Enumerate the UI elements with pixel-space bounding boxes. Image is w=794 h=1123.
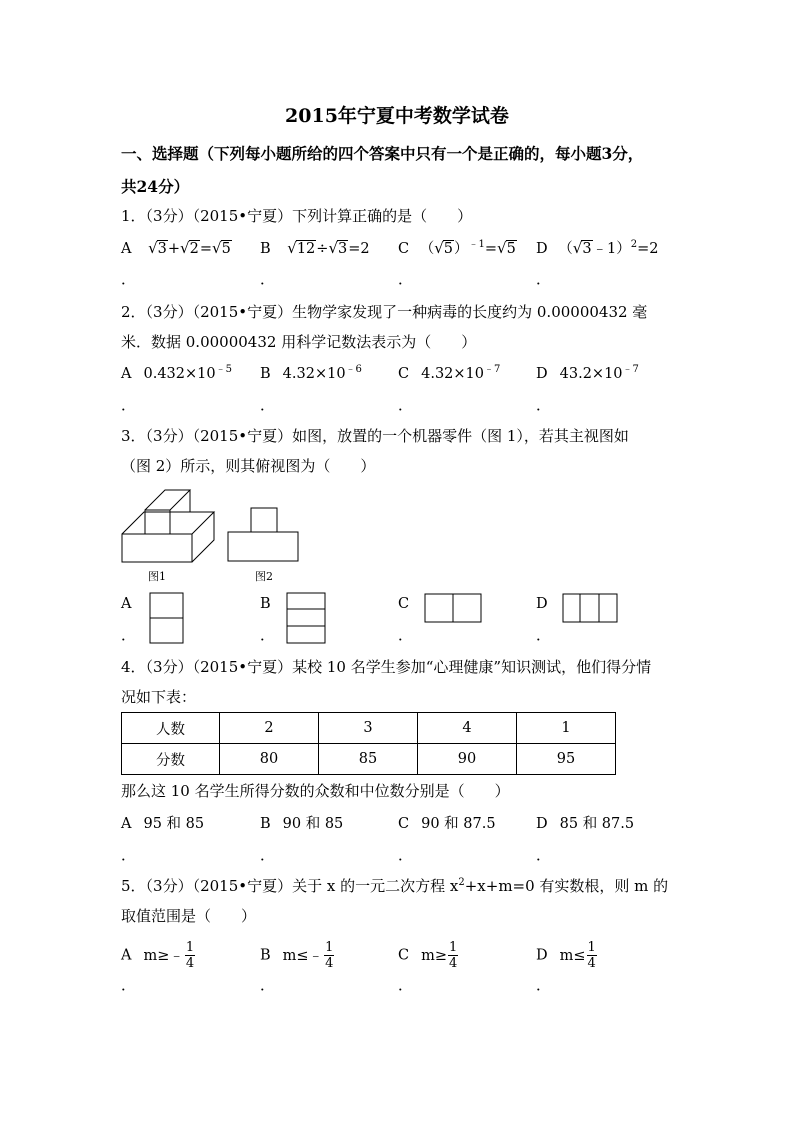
option-letter: C <box>398 947 410 964</box>
radicand: 5 <box>443 241 454 257</box>
dot: ． <box>260 396 276 414</box>
q3-line1: 3．（3分）（2015•宁夏）如图，放置的一个机器零件（图 1），若其主视图如 <box>121 427 629 445</box>
q4-option-c[interactable] <box>398 814 496 834</box>
q5-line1 <box>121 876 668 896</box>
dot: ． <box>536 846 552 864</box>
radicand: 12 <box>296 241 316 257</box>
table-row <box>122 713 616 744</box>
q3-option-d-figure[interactable] <box>562 593 620 625</box>
equals: =2 <box>637 241 659 257</box>
dot: ． <box>121 976 137 994</box>
operator: + <box>167 241 181 257</box>
sqrt-icon: √ <box>148 239 158 257</box>
table-cell: 1 <box>517 713 616 744</box>
option-letter: B <box>260 947 271 964</box>
equals: = <box>199 241 212 257</box>
option-value: m≤﹣ <box>282 947 324 964</box>
score-table <box>121 712 616 775</box>
dot: ． <box>536 270 552 288</box>
table-cell: 80 <box>220 744 319 775</box>
q3-option-c-figure[interactable] <box>424 593 484 625</box>
q3-option-d-letter[interactable]: D <box>536 596 548 612</box>
numerator: 1 <box>185 940 195 955</box>
dot: ． <box>121 270 137 288</box>
q4-after: 那么这 10 名学生所得分数的众数和中位数分别是（ ） <box>121 782 510 800</box>
option-letter: D <box>536 947 548 964</box>
option-value: m≤ <box>559 947 586 964</box>
option-value: 95 和 85 <box>143 816 205 832</box>
option-letter: B <box>260 241 271 257</box>
front-view-figure <box>227 507 299 563</box>
q2-option-a[interactable] <box>121 364 232 384</box>
q5-option-b[interactable] <box>260 940 334 971</box>
q5-option-a[interactable] <box>121 940 195 971</box>
exponent: 2 <box>458 877 465 888</box>
q5-option-c[interactable] <box>398 940 458 971</box>
option-value: m≥﹣ <box>143 947 184 964</box>
q2-line2: 米．数据 0.00000432 用科学记数法表示为（ ） <box>121 333 477 351</box>
fraction <box>448 940 458 971</box>
section-heading-line2: 共24分） <box>121 177 190 196</box>
option-value: m≥ <box>421 947 448 964</box>
equals: = <box>484 241 498 257</box>
option-letter: A <box>121 366 132 382</box>
dot: ． <box>536 396 552 414</box>
table-cell: 分数 <box>122 744 220 775</box>
dot: ． <box>398 976 414 994</box>
option-letter: D <box>536 241 548 257</box>
figure2-caption: 图2 <box>255 570 273 583</box>
denominator: 4 <box>587 956 596 971</box>
table-cell: 2 <box>220 713 319 744</box>
dot: ． <box>536 626 552 644</box>
table-cell: 90 <box>418 744 517 775</box>
sqrt-icon: √ <box>572 239 583 257</box>
q4-line2: 况如下表： <box>121 688 197 706</box>
table-cell: 85 <box>319 744 418 775</box>
section-heading-line1: 一、选择题（下列每小题所给的四个答案中只有一个是正确的，每小题3分， <box>121 144 644 163</box>
table-cell: 3 <box>319 713 418 744</box>
option-letter: B <box>260 366 271 382</box>
q3-line2: （图 2）所示，则其俯视图为（ ） <box>121 457 376 475</box>
exponent: ﹣5 <box>215 364 232 375</box>
radicand: 3 <box>582 241 592 257</box>
dot: ． <box>398 396 414 414</box>
figure1-caption: 图1 <box>148 570 166 583</box>
q3-option-c-letter[interactable]: C <box>398 596 410 612</box>
denominator: 4 <box>325 956 334 971</box>
q2-option-c[interactable] <box>398 364 500 384</box>
sqrt-icon: √ <box>180 239 190 257</box>
radicand: 5 <box>506 241 516 257</box>
machine-part-figure <box>120 486 220 566</box>
q3-option-a-figure[interactable] <box>149 592 185 644</box>
dot: ． <box>260 270 276 288</box>
exponent: ﹣7 <box>484 364 501 375</box>
option-letter: D <box>536 366 548 382</box>
q5-text: +x+m=0 有实数根，则 m 的 <box>464 877 669 895</box>
dot: ． <box>121 396 137 414</box>
dot: ． <box>536 976 552 994</box>
numerator: 1 <box>325 940 334 955</box>
option-value: 90 和 87.5 <box>421 816 496 832</box>
q4-option-a[interactable] <box>121 814 204 834</box>
q5-line2: 取值范围是（ ） <box>121 907 257 925</box>
numerator: 1 <box>449 940 458 955</box>
dot: ． <box>260 626 276 644</box>
paren: （ <box>419 241 435 257</box>
table-cell: 95 <box>517 744 616 775</box>
q2-line1: 2．（3分）（2015•宁夏）生物学家发现了一种病毒的长度约为 0.00000432 毫 <box>121 303 648 321</box>
option-value: 4.32×10 <box>282 366 346 382</box>
q5-option-d[interactable] <box>536 940 597 971</box>
denominator: 4 <box>449 956 458 971</box>
fraction <box>185 940 195 971</box>
option-value: 0.432×10 <box>143 366 216 382</box>
q2-option-b[interactable] <box>260 364 362 384</box>
fraction <box>587 940 597 971</box>
exponent: ﹣7 <box>622 364 639 375</box>
expr: ﹣1） <box>592 241 631 257</box>
paren: （ <box>558 241 573 257</box>
sqrt-icon: √ <box>212 239 222 257</box>
q1-stem: 1．（3分）（2015•宁夏）下列计算正确的是（ ） <box>121 207 473 225</box>
dot: ． <box>398 846 414 864</box>
option-value: 4.32×10 <box>421 366 484 382</box>
table-row <box>122 744 616 775</box>
exponent: ﹣6 <box>345 364 362 375</box>
radicand: 3 <box>338 241 348 257</box>
paren: ） <box>454 241 469 257</box>
q1-option-c[interactable] <box>398 238 517 259</box>
dot: ． <box>260 846 276 864</box>
q4-option-d[interactable] <box>536 814 634 834</box>
operator: ÷ <box>316 241 329 257</box>
dot: ． <box>260 976 276 994</box>
option-letter: C <box>398 366 410 382</box>
page-title: 2015年宁夏中考数学试卷 <box>285 105 509 127</box>
fraction <box>324 940 334 971</box>
radicand: 2 <box>189 241 199 257</box>
denominator: 4 <box>185 956 195 971</box>
q4-option-b[interactable] <box>260 814 343 834</box>
option-letter: D <box>536 816 548 832</box>
q4-line1: 4．（3分）（2015•宁夏）某校 10 名学生参加“心理健康”知识测试，他们得分情 <box>121 658 652 676</box>
option-letter: C <box>398 816 410 832</box>
numerator: 1 <box>587 940 596 955</box>
table-cell: 人数 <box>122 713 220 744</box>
q3-option-a-letter[interactable]: A <box>121 596 132 612</box>
q1-option-a[interactable] <box>121 238 232 259</box>
exponent: ﹣1 <box>468 239 485 250</box>
dot: ． <box>398 270 414 288</box>
q3-option-b-letter[interactable]: B <box>260 596 271 612</box>
option-letter: A <box>121 241 132 257</box>
option-letter: B <box>260 816 271 832</box>
option-value: 43.2×10 <box>559 366 623 382</box>
option-letter: A <box>121 947 132 964</box>
dot: ． <box>398 626 414 644</box>
option-letter: C <box>398 241 410 257</box>
option-value: 85 和 87.5 <box>559 816 635 832</box>
option-letter: A <box>121 816 132 832</box>
sqrt-icon: √ <box>287 239 297 257</box>
q3-option-b-figure[interactable] <box>286 592 326 644</box>
option-value: 90 和 85 <box>282 816 344 832</box>
q1-option-b[interactable] <box>260 238 370 259</box>
q1-option-d[interactable] <box>536 238 659 259</box>
q2-option-d[interactable] <box>536 364 639 384</box>
radicand: 3 <box>157 241 167 257</box>
dot: ． <box>121 846 137 864</box>
q5-text: 5．（3分）（2015•宁夏）关于 x 的一元二次方程 x <box>121 877 459 895</box>
radicand: 5 <box>221 241 231 257</box>
sqrt-icon: √ <box>497 239 507 257</box>
equals: =2 <box>348 241 370 257</box>
dot: ． <box>121 626 137 644</box>
sqrt-icon: √ <box>434 239 444 257</box>
sqrt-icon: √ <box>328 239 338 257</box>
exponent: 2 <box>630 239 638 250</box>
table-cell: 4 <box>418 713 517 744</box>
